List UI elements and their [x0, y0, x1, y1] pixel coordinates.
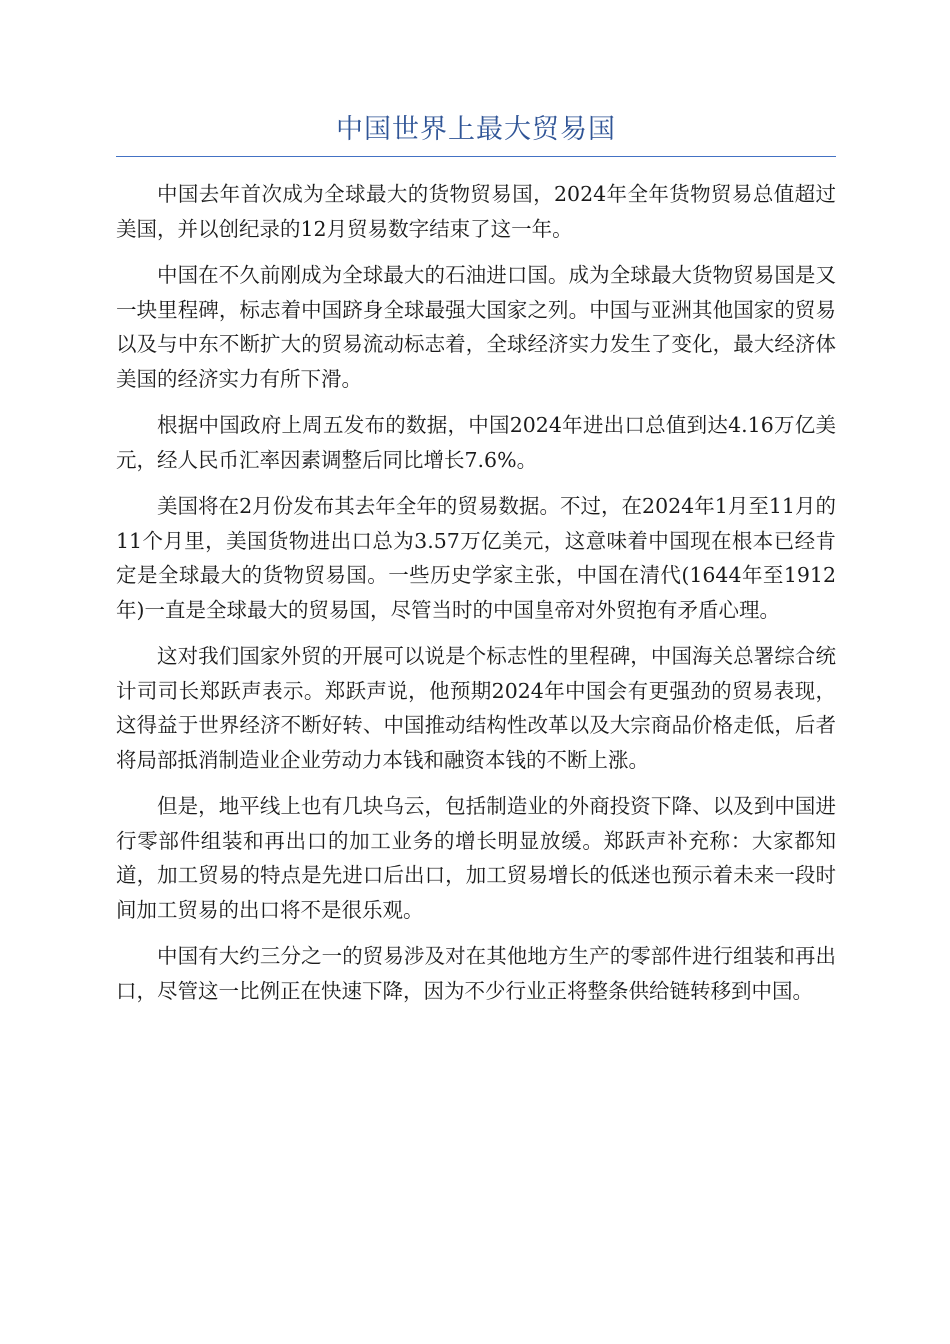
- paragraph: 根据中国政府上周五发布的数据，中国2024年进出口总值到达4.16万亿美元，经人民币汇率因素调整后同比增长7.6%。: [116, 413, 836, 472]
- document-page: [116, 110, 836, 1020]
- document-body: [116, 177, 836, 1008]
- document-title: 中国世界上最大贸易国: [116, 110, 836, 157]
- paragraph: 中国去年首次成为全球最大的货物贸易国，2024年全年货物贸易总值超过美国，并以创纪录的12月贸易数字结束了这一年。: [116, 182, 836, 241]
- paragraph: 中国有大约三分之一的贸易涉及对在其他地方生产的零部件进行组装和再出口，尽管这一比例正在快速下降，因为不少行业正将整条供给链转移到中国。: [116, 944, 836, 1003]
- paragraph: 美国将在2月份发布其去年全年的贸易数据。不过，在2024年1月至11月的11个月里，美国货物进出口总为3.57万亿美元，这意味着中国现在根本已经肯定是全球最大的货物贸易国。一些历史学家主张，中国在清代(1644年至1912年)一直是全球最大的贸易国，尽管当时的中国皇帝对外贸抱有矛盾心理。: [116, 494, 836, 622]
- paragraph: 中国在不久前刚成为全球最大的石油进口国。成为全球最大货物贸易国是又一块里程碑，标志着中国跻身全球最强大国家之列。中国与亚洲其他国家的贸易以及与中东不断扩大的贸易流动标志着，全球经济实力发生了变化，最大经济体美国的经济实力有所下滑。: [116, 263, 836, 391]
- paragraph: 但是，地平线上也有几块乌云，包括制造业的外商投资下降、以及到中国进行零部件组装和再出口的加工业务的增长明显放缓。郑跃声补充称：大家都知道，加工贸易的特点是先进口后出口，加工贸易增长的低迷也预示着未来一段时间加工贸易的出口将不是很乐观。: [116, 794, 836, 922]
- paragraph: 这对我们国家外贸的开展可以说是个标志性的里程碑，中国海关总署综合统计司司长郑跃声表示。郑跃声说，他预期2024年中国会有更强劲的贸易表现，这得益于世界经济不断好转、中国推动结构性改革以及大宗商品价格走低，后者将局部抵消制造业企业劳动力本钱和融资本钱的不断上涨。: [116, 644, 836, 772]
